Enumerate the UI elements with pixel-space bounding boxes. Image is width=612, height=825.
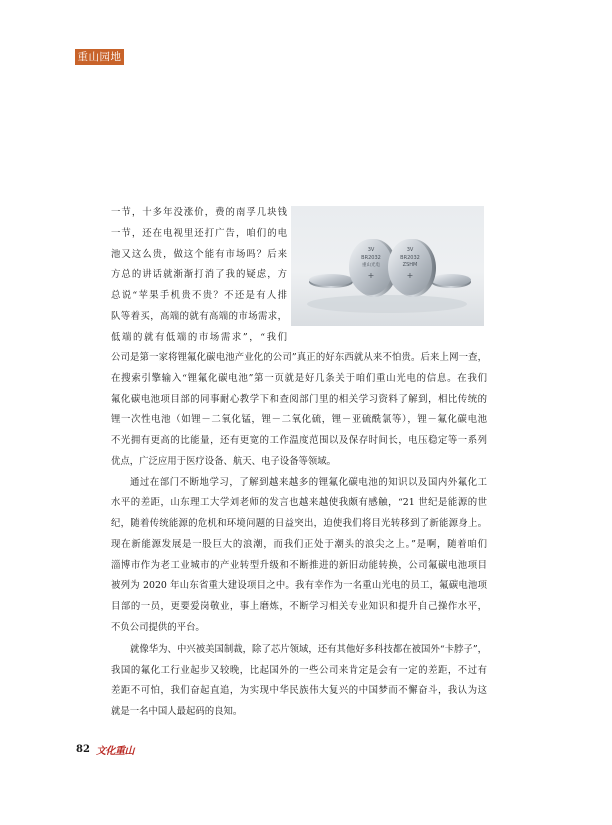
body-line: 池又这么贵，做这个能有市场吗？后来 xyxy=(111,249,287,260)
battery-label-right: 3V xyxy=(406,247,414,253)
body-line: 一节，十多年没涨价，费的南孚几块钱 xyxy=(111,207,287,218)
body-line: 差距不可怕，我们奋起直追，为实现中华民族伟大复兴的中国梦而不懈奋斗，我认为这 xyxy=(111,685,487,696)
battery-label-left: 3V xyxy=(367,247,375,253)
body-line: 一节，还在电视里还打广告，咱们的电 xyxy=(111,228,287,239)
section-tag: 重山园地 xyxy=(75,49,124,65)
body-line: 在搜索引擎输入“锂氟化碳电池”第一页就是好几条关于咱们重山光电的信息。在我们 xyxy=(111,373,487,384)
body-line: 氟化碳电池项目部的同事耐心教学下和查阅部门里的相关学习资料了解到，相比传统的 xyxy=(111,394,487,405)
body-line: 目部的一员，更要爱岗敬业，事上磨炼，不断学习相关专业知识和提升自己操作水平， xyxy=(111,601,487,612)
body-line: 我国的氟化工行业起步又较晚，比起国外的一些公司来肯定是会有一定的差距，不过有 xyxy=(111,665,487,676)
magazine-logo: 文化重山 xyxy=(96,746,134,757)
battery-model2-right: ZSHM xyxy=(402,262,418,268)
body-line: 就像华为、中兴被美国制裁，除了芯片领域，还有其他好多科技都在被国外“卡脖子”， xyxy=(130,644,487,655)
body-line: 总说“苹果手机贵不贵？不还是有人排 xyxy=(111,290,287,301)
battery-sign-left: + xyxy=(367,271,375,280)
battery-photo xyxy=(291,206,484,326)
body-line: 不光拥有更高的比能量，还有更宽的工作温度范围以及保存时间长，电压稳定等一系列 xyxy=(111,435,487,446)
page-number: 82 xyxy=(76,744,90,755)
body-line: 现在新能源发展是一股巨大的浪潮，而我们正处于潮头的浪尖之上。”是啊，随着咱们 xyxy=(111,539,487,550)
battery-model-right: BR2032 xyxy=(400,255,420,261)
body-line: 通过在部门不断地学习，了解到越来越多的锂氟化碳电池的知识以及国内外氟化工 xyxy=(130,477,487,488)
body-line: 低端的就有低端的市场需求”，“我们 xyxy=(111,332,287,343)
battery-model-left: BR2032 xyxy=(361,255,381,261)
body-line: 公司是第一家将锂氟化碳电池产业化的公司”真正的好东西就从来不怕贵。后来上网一查， xyxy=(111,352,487,363)
body-line: 方总的讲话就渐渐打消了我的疑虑，方 xyxy=(111,269,287,280)
body-line: 不负公司提供的平台。 xyxy=(111,622,205,633)
body-line: 被列为 2020 年山东省重大建设项目之中。我有幸作为一名重山光电的员工，氟碳电池项 xyxy=(111,580,487,591)
body-line: 就是一名中国人最起码的良知。 xyxy=(111,706,243,717)
body-line: 优点，广泛应用于医疗设备、航天、电子设备等领域。 xyxy=(111,456,337,467)
body-line: 队等着买，高端的就有高端的市场需求， xyxy=(111,311,287,322)
battery-sign-right: + xyxy=(406,271,414,280)
body-line: 纪，随着传统能源的危机和环境问题的日益突出，迫使我们将目光转移到了新能源身上。 xyxy=(111,518,487,529)
battery-brand-left: 重山光电 xyxy=(362,263,380,268)
body-line: 水平的差距，山东理工大学刘老师的发言也越来越使我颇有感触，“21 世纪是能源的世 xyxy=(111,497,487,508)
body-line: 淄博市作为老工业城市的产业转型升级和不断推进的新旧动能转换，公司氟碳电池项目 xyxy=(111,560,487,571)
body-line: 锂一次性电池（如锂－二氧化锰，锂－二氧化硫，锂－亚硫酰氯等），锂－氟化碳电池 xyxy=(111,414,487,425)
